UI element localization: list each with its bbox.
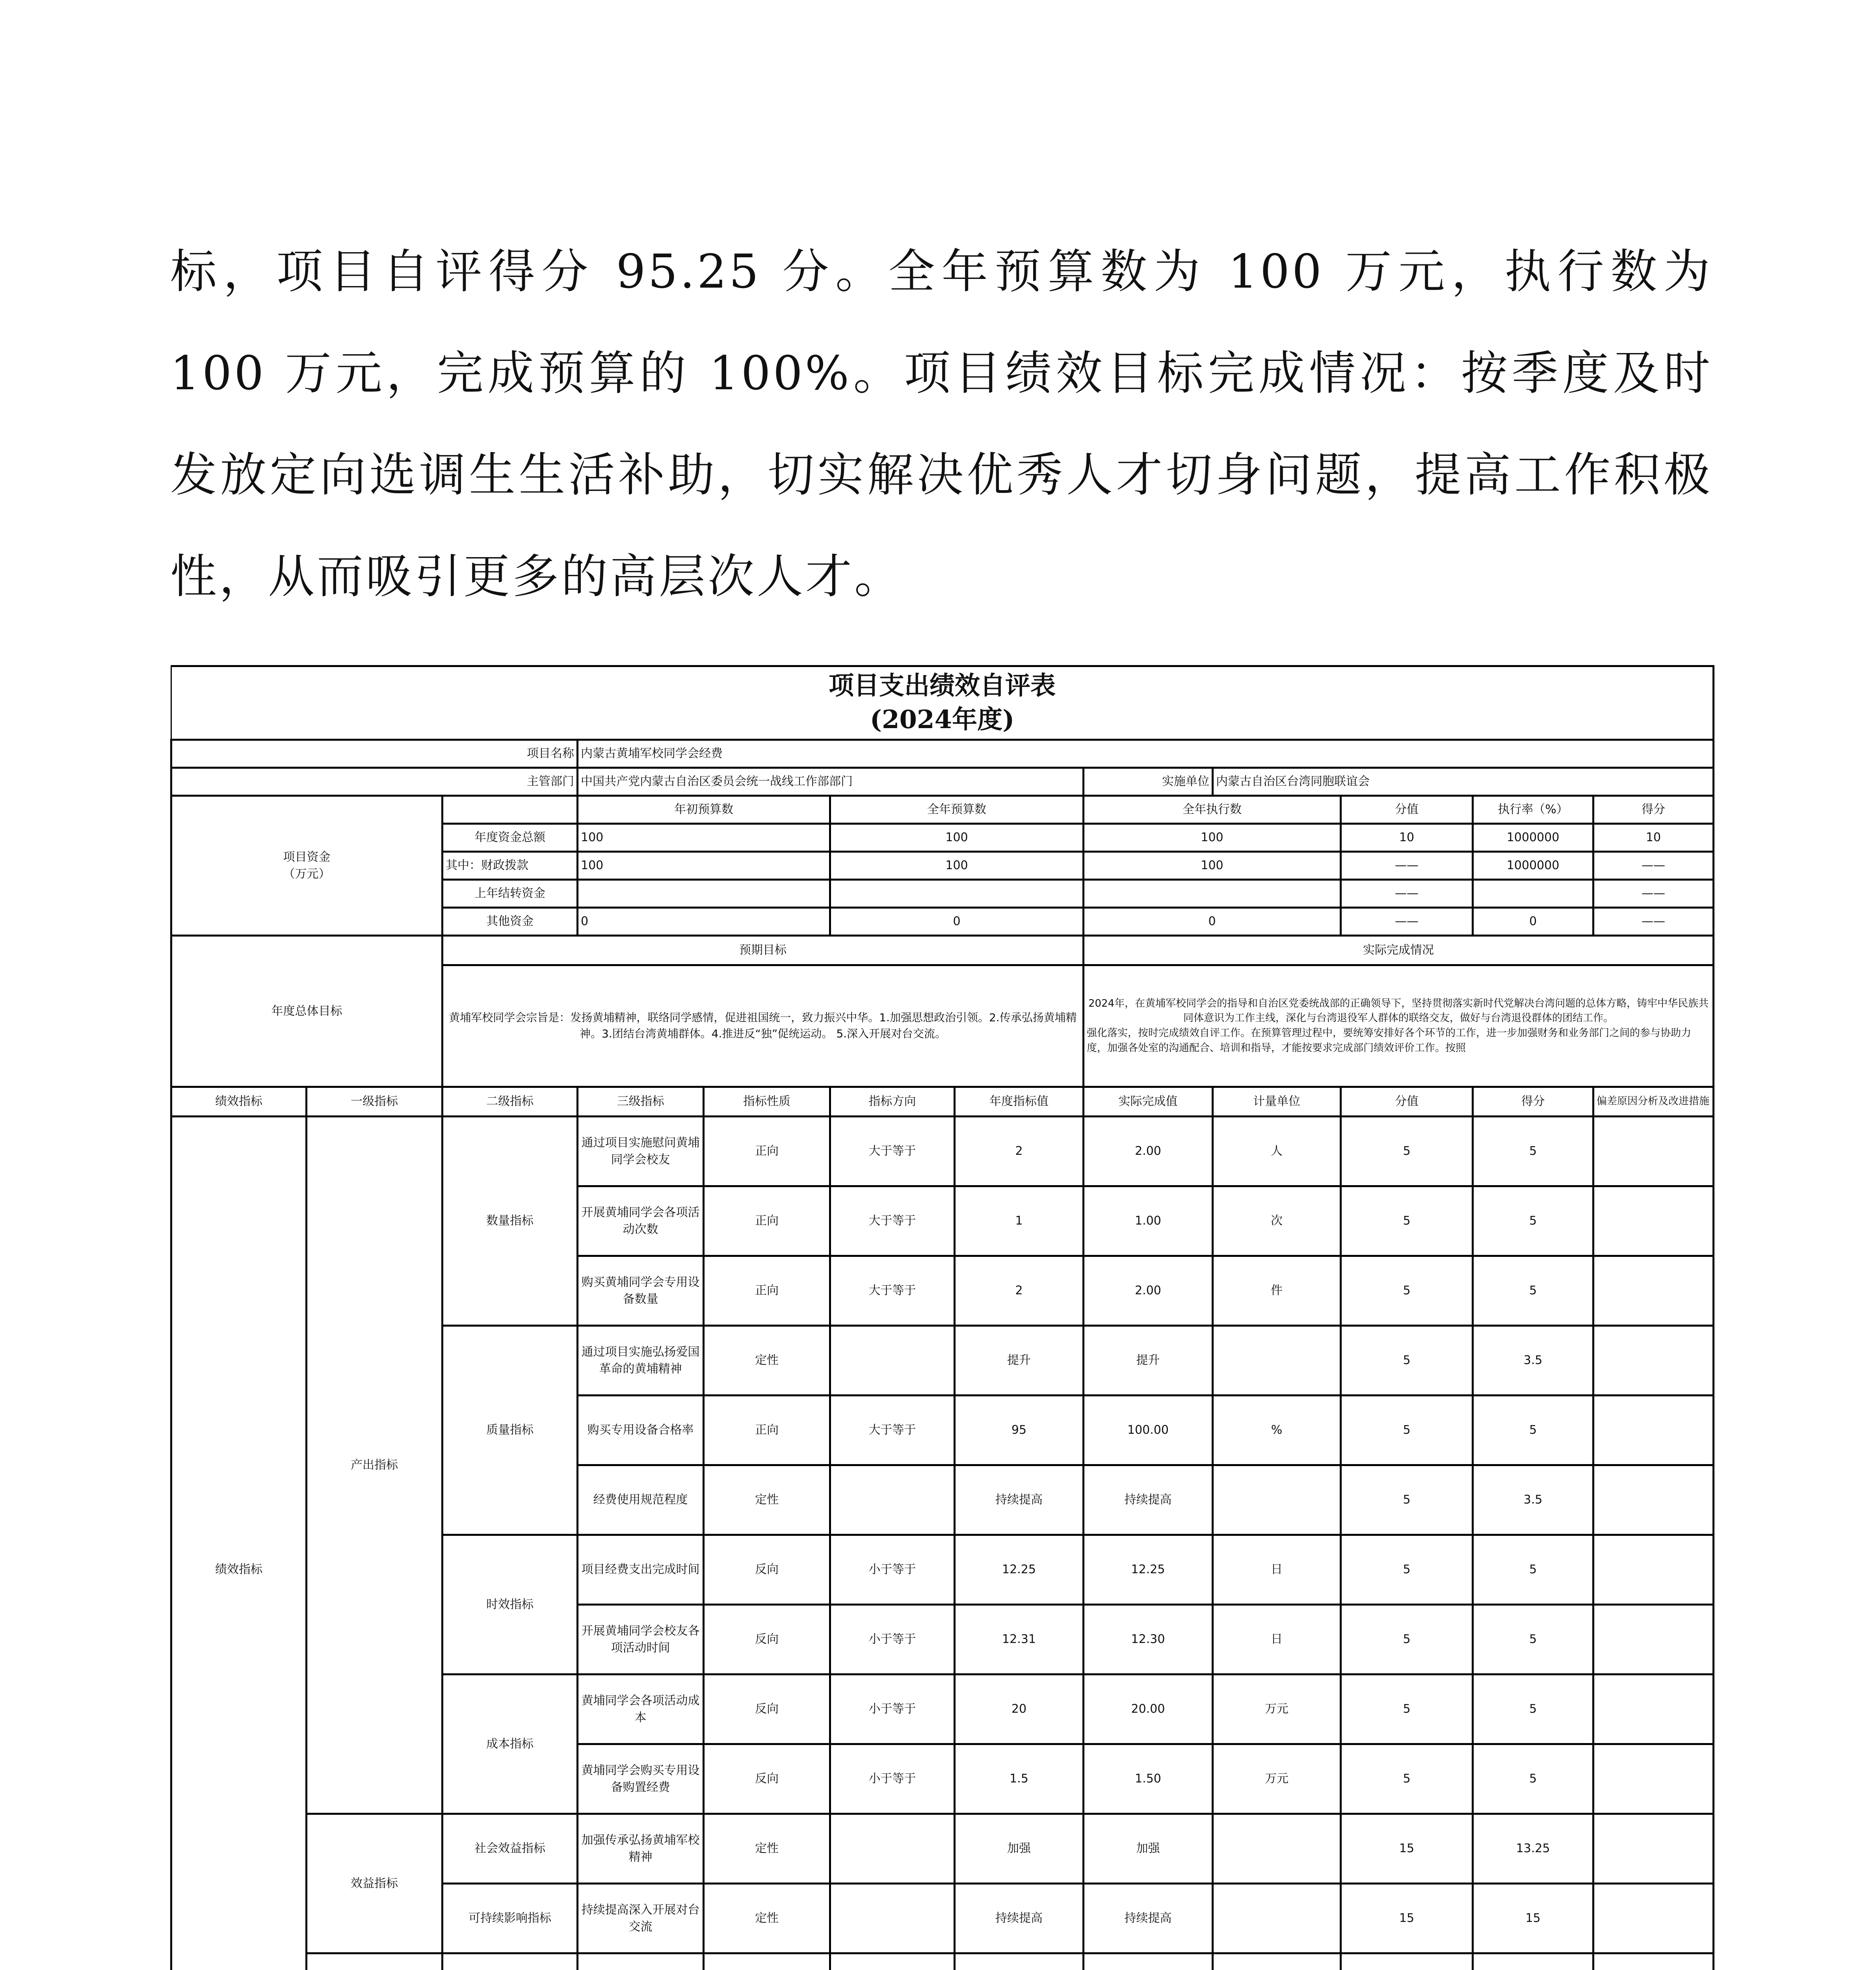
indicator-note — [1593, 1674, 1714, 1744]
indicator-unit — [1213, 1953, 1341, 1970]
indicator-weight: 5 — [1341, 1605, 1473, 1674]
indicator-direction: 大于等于 — [830, 1396, 955, 1465]
fund-initial: 100 — [578, 824, 830, 852]
indicator-nature: 定性 — [704, 1326, 830, 1396]
fund-name: 上年结转资金 — [443, 880, 578, 908]
indicator-name: 通过项目实施慰问黄埔同学会校友 — [578, 1117, 704, 1186]
department-row — [171, 768, 1714, 796]
fund-annual: 100 — [830, 852, 1084, 880]
indicator-note — [1593, 1465, 1714, 1535]
indicator-score: 3.5 — [1473, 1326, 1593, 1396]
indicator-name: 黄埔同学会购买专用设备购置经费 — [578, 1744, 704, 1814]
title-line1: 项目支出绩效自评表 — [829, 671, 1056, 701]
level2-quality: 质量指标 — [443, 1326, 578, 1535]
fund-annual: 0 — [830, 908, 1084, 936]
expected-goal-text: 黄埔军校同学会宗旨是：发扬黄埔精神，联络同学感情，促进祖国统一，致力振兴中华。1.加强思想政治引领。2.传承弘扬黄埔精神。3.团结台湾黄埔群体。4.推进反“独”促统运动。 5.深入开展对台交流。 — [443, 965, 1084, 1087]
indicator-direction — [830, 1326, 955, 1396]
indicator-actual: 12.30 — [1084, 1605, 1213, 1674]
indicator-unit: % — [1213, 1396, 1341, 1465]
indicator-name: 开展黄埔同学会各项活动次数 — [578, 1186, 704, 1256]
header-deviation: 偏差原因分析及改进措施 — [1593, 1087, 1714, 1117]
indicator-score: 5 — [1473, 1535, 1593, 1605]
indicator-name: 购买专用设备合格率 — [578, 1396, 704, 1465]
fund-name: 其他资金 — [443, 908, 578, 936]
indicator-target: 95 — [955, 1396, 1084, 1465]
indicator-target: 2 — [955, 1256, 1084, 1326]
fund-initial: 0 — [578, 908, 830, 936]
header-target: 年度指标值 — [955, 1087, 1084, 1117]
indicator-weight: 5 — [1341, 1535, 1473, 1605]
indicator-actual: 加强 — [1084, 1814, 1213, 1884]
indicator-score: 5 — [1473, 1605, 1593, 1674]
indicator-nature: 反向 — [704, 1605, 830, 1674]
fund-weight: 10 — [1341, 824, 1473, 852]
impl-value: 内蒙古自治区台湾同胞联谊会 — [1213, 768, 1714, 796]
indicator-note — [1593, 1535, 1714, 1605]
indicator-direction: 小于等于 — [830, 1674, 955, 1744]
table-row — [171, 1117, 1714, 1186]
title-line2: (2024年度) — [870, 705, 1015, 734]
indicator-note — [1593, 1117, 1714, 1186]
indicator-target: 2 — [955, 1117, 1084, 1186]
indicator-actual: 20.00 — [1084, 1674, 1213, 1744]
indicator-nature — [704, 1953, 830, 1970]
fund-score: —— — [1593, 880, 1714, 908]
level2-cost: 成本指标 — [443, 1674, 578, 1814]
indicator-actual: 2.00 — [1084, 1117, 1213, 1186]
table-title-row — [171, 666, 1714, 740]
indicator-target: 20 — [955, 1674, 1084, 1744]
indicator-name: 加强传承弘扬黄埔军校精神 — [578, 1814, 704, 1884]
indicator-unit: 日 — [1213, 1605, 1341, 1674]
project-name-value: 内蒙古黄埔军校同学会经费 — [578, 740, 1714, 768]
level1-benefit: 效益指标 — [307, 1814, 443, 1953]
indicator-direction: 小于等于 — [830, 1535, 955, 1605]
indicator-note — [1593, 1953, 1714, 1970]
indicator-actual — [1084, 1953, 1213, 1970]
funds-header-annual: 全年预算数 — [830, 796, 1084, 824]
actual-result-text-2: 强化落实，按时完成绩效自评工作。在预算管理过程中，要统筹安排好各个环节的工作，进一步加强财务和业务部门之间的参与协助力度，加强各处室的沟通配合、培训和指导，才能按要求完成部门绩效评价工作。按照 — [1087, 1027, 1692, 1054]
perf-label: 绩效指标 — [171, 1117, 307, 1970]
indicator-target: 1.5 — [955, 1744, 1084, 1814]
header-level3: 三级指标 — [578, 1087, 704, 1117]
project-name-row — [171, 740, 1714, 768]
indicator-name: 购买黄埔同学会专用设备数量 — [578, 1256, 704, 1326]
actual-result-text-1: 2024年，在黄埔军校同学会的指导和自治区党委统战部的正确领导下，坚持贯彻落实新时代党解决台湾问题的总体方略，铸牢中华民族共同体意识为工作主线，深化与台湾退役军人群体的联络交友，做好与台湾退役群体的团结工作。 — [1088, 997, 1709, 1024]
indicator-actual: 1.00 — [1084, 1186, 1213, 1256]
indicator-nature: 定性 — [704, 1465, 830, 1535]
dept-value: 中国共产党内蒙古自治区委员会统一战线工作部部门 — [578, 768, 1084, 796]
indicator-actual: 持续提高 — [1084, 1884, 1213, 1953]
fund-rate: 0 — [1473, 908, 1593, 936]
funds-header-initial: 年初预算数 — [578, 796, 830, 824]
header-direction: 指标方向 — [830, 1087, 955, 1117]
table-row — [171, 1953, 1714, 1970]
indicator-actual: 持续提高 — [1084, 1465, 1213, 1535]
indicator-actual: 2.00 — [1084, 1256, 1213, 1326]
paragraph-top: 标，项目自评得分 95.25 分。全年预算数为 100 万元，执行数为 100 万元，完成预算的 100%。项目绩效目标完成情况：按季度及时发放定向选调生生活补助，切实解决优秀人才切身问题，提高工作积极性，从而吸引更多的高层次人才。 — [170, 244, 1712, 604]
indicator-unit — [1213, 1326, 1341, 1396]
header-weight: 分值 — [1341, 1087, 1473, 1117]
indicator-score — [1473, 1953, 1593, 1970]
actual-result-header: 实际完成情况 — [1084, 936, 1714, 965]
indicator-target: 持续提高 — [955, 1465, 1084, 1535]
indicator-name: 持续提高深入开展对台交流 — [578, 1884, 704, 1953]
fund-executed: 100 — [1084, 852, 1341, 880]
funds-header-score: 得分 — [1593, 796, 1714, 824]
indicator-unit — [1213, 1884, 1341, 1953]
indicator-score: 5 — [1473, 1396, 1593, 1465]
header-actual: 实际完成值 — [1084, 1087, 1213, 1117]
fund-annual: 100 — [830, 824, 1084, 852]
header-nature: 指标性质 — [704, 1087, 830, 1117]
impl-label: 实施单位 — [1084, 768, 1213, 796]
indicator-target — [955, 1953, 1084, 1970]
indicator-nature: 正向 — [704, 1256, 830, 1326]
indicator-unit: 件 — [1213, 1256, 1341, 1326]
indicator-name: 通过项目实施弘扬爱国革命的黄埔精神 — [578, 1326, 704, 1396]
actual-result-text — [1084, 965, 1714, 1087]
indicator-actual: 100.00 — [1084, 1396, 1213, 1465]
header-unit: 计量单位 — [1213, 1087, 1341, 1117]
indicator-direction: 大于等于 — [830, 1186, 955, 1256]
indicator-note — [1593, 1744, 1714, 1814]
indicator-nature: 定性 — [704, 1814, 830, 1884]
fund-weight: —— — [1341, 908, 1473, 936]
funds-header-row — [171, 796, 1714, 824]
level1-satisfaction — [307, 1953, 443, 1970]
funds-label-line2: （万元） — [283, 867, 331, 881]
indicator-direction — [830, 1814, 955, 1884]
fund-weight: —— — [1341, 852, 1473, 880]
indicator-score: 15 — [1473, 1884, 1593, 1953]
indicator-direction — [830, 1884, 955, 1953]
indicator-note — [1593, 1884, 1714, 1953]
funds-label — [171, 796, 443, 936]
header-level1: 一级指标 — [307, 1087, 443, 1117]
indicator-note — [1593, 1814, 1714, 1884]
indicator-target: 提升 — [955, 1326, 1084, 1396]
indicator-weight: 5 — [1341, 1465, 1473, 1535]
indicator-name — [578, 1953, 704, 1970]
fund-rate — [1473, 880, 1593, 908]
project-name-label: 项目名称 — [171, 740, 578, 768]
expected-goal-header: 预期目标 — [443, 936, 1084, 965]
indicator-weight: 5 — [1341, 1256, 1473, 1326]
indicator-unit: 次 — [1213, 1186, 1341, 1256]
funds-label-line1: 项目资金 — [283, 850, 331, 864]
indicator-nature: 反向 — [704, 1744, 830, 1814]
indicator-target: 1 — [955, 1186, 1084, 1256]
indicator-score: 5 — [1473, 1117, 1593, 1186]
indicator-note — [1593, 1326, 1714, 1396]
indicator-nature: 反向 — [704, 1674, 830, 1744]
indicator-note — [1593, 1396, 1714, 1465]
fund-score: —— — [1593, 908, 1714, 936]
indicator-nature: 反向 — [704, 1535, 830, 1605]
indicator-nature: 正向 — [704, 1396, 830, 1465]
indicator-note — [1593, 1605, 1714, 1674]
indicator-direction: 大于等于 — [830, 1256, 955, 1326]
funds-header-blank — [443, 796, 578, 824]
indicator-weight: 5 — [1341, 1326, 1473, 1396]
indicator-weight: 5 — [1341, 1674, 1473, 1744]
indicator-note — [1593, 1186, 1714, 1256]
indicator-unit: 万元 — [1213, 1744, 1341, 1814]
level2-service — [443, 1953, 578, 1970]
fund-name: 其中：财政拨款 — [443, 852, 578, 880]
indicator-weight: 15 — [1341, 1884, 1473, 1953]
indicator-actual: 提升 — [1084, 1326, 1213, 1396]
indicator-nature: 定性 — [704, 1884, 830, 1953]
self-evaluation-table — [170, 665, 1714, 1970]
table-title — [171, 666, 1714, 740]
fund-initial: 100 — [578, 852, 830, 880]
indicator-direction: 小于等于 — [830, 1605, 955, 1674]
indicator-weight: 5 — [1341, 1396, 1473, 1465]
indicator-weight: 5 — [1341, 1117, 1473, 1186]
indicator-direction — [830, 1953, 955, 1970]
level2-quantity: 数量指标 — [443, 1117, 578, 1326]
funds-header-executed: 全年执行数 — [1084, 796, 1341, 824]
fund-score: 10 — [1593, 824, 1714, 852]
indicator-header-row — [171, 1087, 1714, 1117]
goals-label: 年度总体目标 — [171, 936, 443, 1087]
fund-executed — [1084, 880, 1341, 908]
indicator-score: 13.25 — [1473, 1814, 1593, 1884]
indicator-weight: 15 — [1341, 1814, 1473, 1884]
indicator-name: 开展黄埔同学会校友各项活动时间 — [578, 1605, 704, 1674]
fund-executed: 0 — [1084, 908, 1341, 936]
indicator-target: 持续提高 — [955, 1884, 1084, 1953]
fund-score: —— — [1593, 852, 1714, 880]
header-score: 得分 — [1473, 1087, 1593, 1117]
funds-header-weight: 分值 — [1341, 796, 1473, 824]
fund-executed: 100 — [1084, 824, 1341, 852]
indicator-score: 5 — [1473, 1674, 1593, 1744]
indicator-score: 5 — [1473, 1744, 1593, 1814]
indicator-unit: 万元 — [1213, 1674, 1341, 1744]
indicator-direction: 小于等于 — [830, 1744, 955, 1814]
level2-social: 社会效益指标 — [443, 1814, 578, 1884]
indicator-name: 项目经费支出完成时间 — [578, 1535, 704, 1605]
indicator-score: 5 — [1473, 1186, 1593, 1256]
indicator-target: 12.31 — [955, 1605, 1084, 1674]
indicator-name: 黄埔同学会各项活动成本 — [578, 1674, 704, 1744]
indicator-note — [1593, 1256, 1714, 1326]
goals-header-row — [171, 936, 1714, 965]
indicator-direction — [830, 1465, 955, 1535]
indicator-nature: 正向 — [704, 1117, 830, 1186]
indicator-weight — [1341, 1953, 1473, 1970]
header-perf: 绩效指标 — [171, 1087, 307, 1117]
fund-annual — [830, 880, 1084, 908]
fund-rate: 1000000 — [1473, 852, 1593, 880]
indicator-name: 经费使用规范程度 — [578, 1465, 704, 1535]
indicator-weight: 5 — [1341, 1186, 1473, 1256]
indicator-unit — [1213, 1465, 1341, 1535]
level2-timeliness: 时效指标 — [443, 1535, 578, 1674]
indicator-score: 5 — [1473, 1256, 1593, 1326]
indicator-target: 12.25 — [955, 1535, 1084, 1605]
indicator-direction: 大于等于 — [830, 1117, 955, 1186]
fund-weight: —— — [1341, 880, 1473, 908]
indicator-actual: 12.25 — [1084, 1535, 1213, 1605]
table-row — [171, 1814, 1714, 1884]
indicator-nature: 正向 — [704, 1186, 830, 1256]
indicator-score: 3.5 — [1473, 1465, 1593, 1535]
header-level2: 二级指标 — [443, 1087, 578, 1117]
fund-rate: 1000000 — [1473, 824, 1593, 852]
level1-output: 产出指标 — [307, 1117, 443, 1814]
indicator-unit — [1213, 1814, 1341, 1884]
indicator-actual: 1.50 — [1084, 1744, 1213, 1814]
funds-header-rate: 执行率（%） — [1473, 796, 1593, 824]
indicator-unit: 日 — [1213, 1535, 1341, 1605]
dept-label: 主管部门 — [171, 768, 578, 796]
indicator-target: 加强 — [955, 1814, 1084, 1884]
indicator-weight: 5 — [1341, 1744, 1473, 1814]
level2-sustain: 可持续影响指标 — [443, 1884, 578, 1953]
fund-initial — [578, 880, 830, 908]
indicator-unit: 人 — [1213, 1117, 1341, 1186]
fund-name: 年度资金总额 — [443, 824, 578, 852]
